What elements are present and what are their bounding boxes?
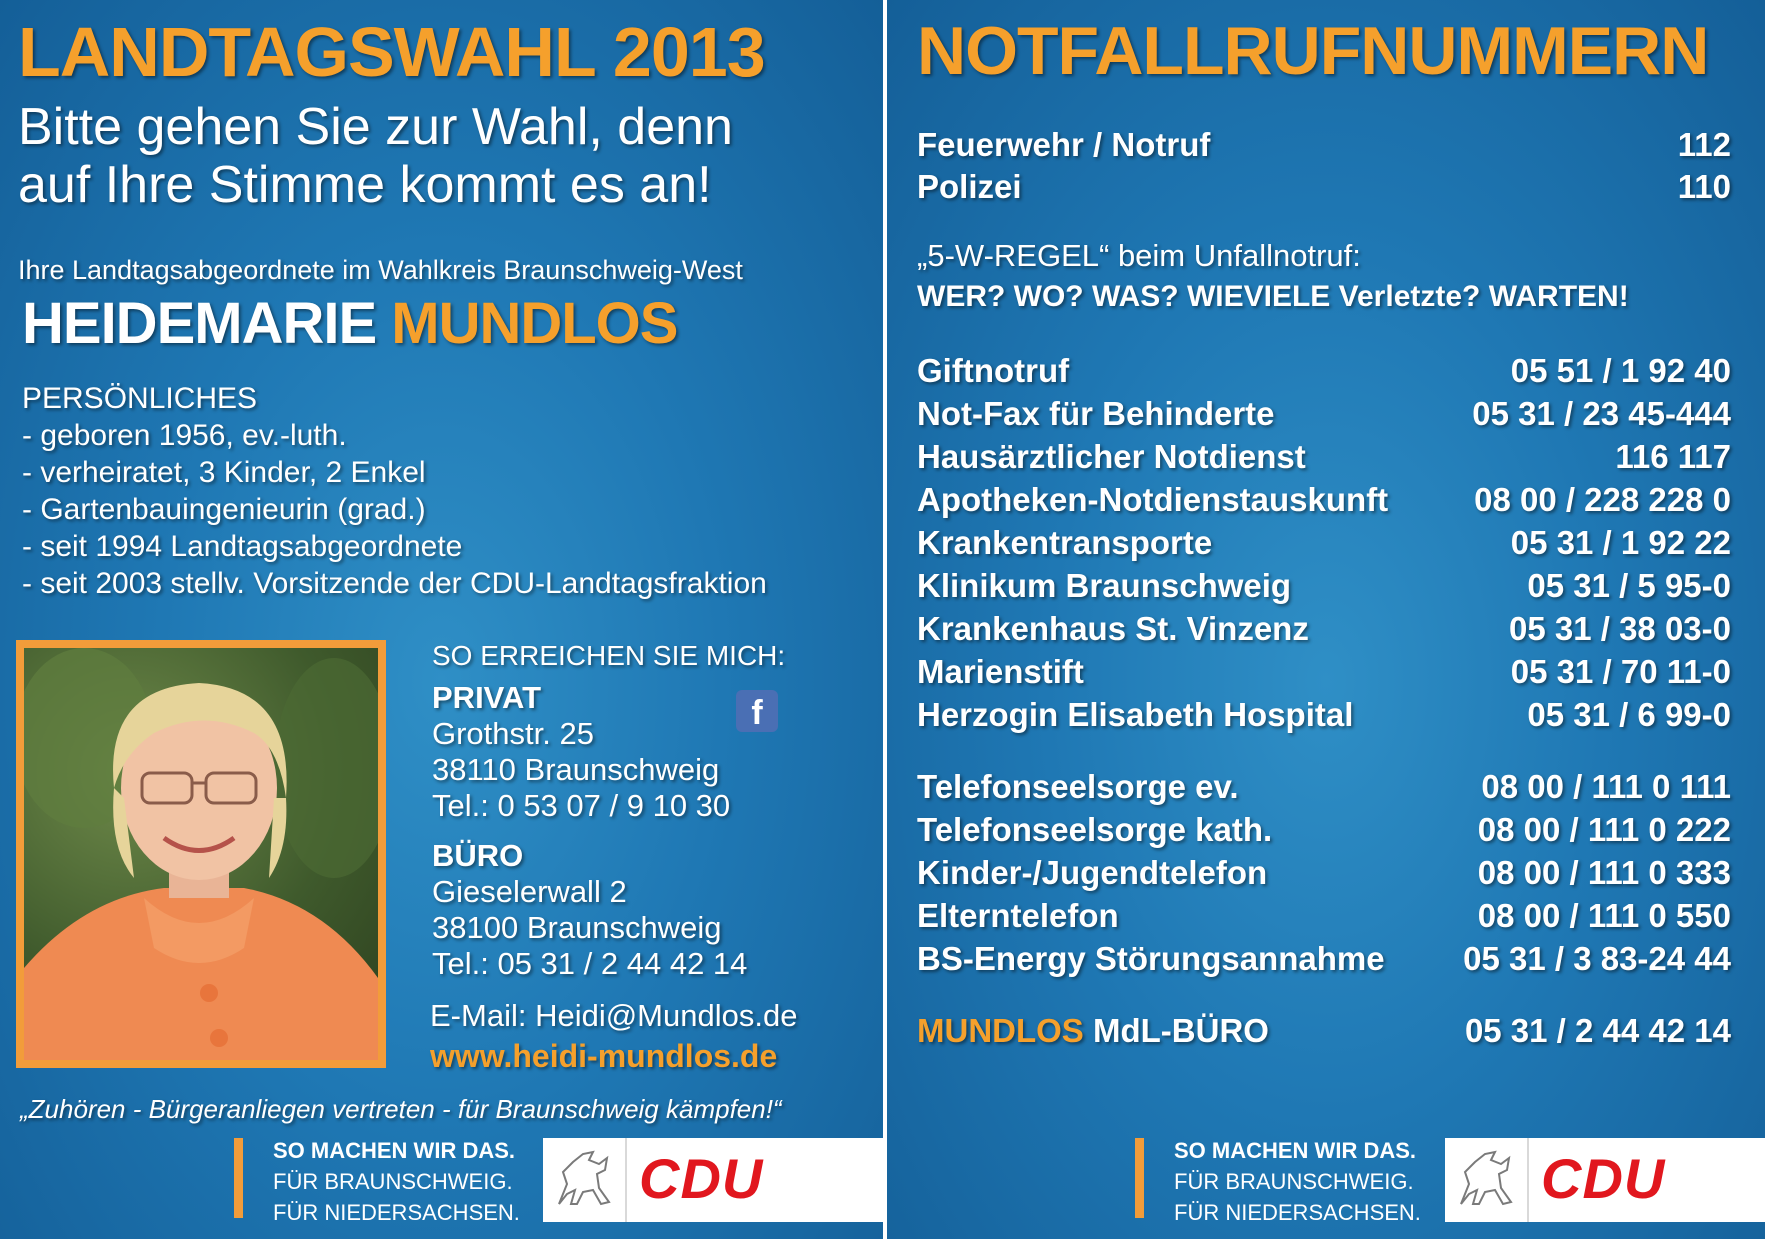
number-label: Marienstift	[917, 653, 1084, 690]
candidate-first-name: HEIDEMARIE	[22, 291, 377, 356]
portrait-frame	[16, 640, 386, 1068]
personal-heading: PERSÖNLICHES	[22, 382, 258, 415]
number-label: Apotheken-Notdienstauskunft	[917, 481, 1389, 518]
number-value[interactable]: 08 00 / 111 0 333	[1477, 854, 1731, 891]
logo-divider	[1527, 1138, 1529, 1222]
personal-item: - verheiratet, 3 Kinder, 2 Enkel	[22, 456, 426, 489]
private-city: 38110 Braunschweig	[432, 752, 720, 787]
number-label: Elterntelefon	[917, 897, 1119, 934]
number-row	[917, 438, 1731, 476]
office-suffix: MdL-BÜRO	[1093, 1012, 1269, 1049]
number-row	[917, 940, 1731, 978]
five-w-questions: WER? WO? WAS? WIEVIELE Verletzte? WARTEN!	[917, 280, 1629, 313]
candidate-intro: Ihre Landtagsabgeordnete im Wahlkreis Braunschweig-West	[18, 255, 743, 285]
personal-item: - geboren 1956, ev.-luth.	[22, 419, 347, 452]
private-contact	[432, 680, 730, 824]
number-row	[917, 768, 1731, 806]
personal-item: - seit 2003 stellv. Vorsitzende der CDU-Landtagsfraktion	[22, 567, 767, 600]
cdu-logo-box	[1445, 1138, 1765, 1222]
slogan-line-1: SO MACHEN WIR DAS.	[273, 1138, 515, 1163]
number-label: Klinikum Braunschweig	[917, 567, 1292, 604]
candidate-portrait	[24, 648, 378, 1060]
number-row	[917, 524, 1731, 562]
number-label: Kinder-/Jugendtelefon	[917, 854, 1268, 891]
number-value[interactable]: 08 00 / 111 0 550	[1477, 897, 1731, 934]
number-row	[917, 610, 1731, 648]
number-value[interactable]: 05 31 / 70 11-0	[1510, 653, 1731, 690]
office-phone: Tel.: 05 31 / 2 44 42 14	[432, 946, 748, 981]
number-value[interactable]: 08 00 / 228 228 0	[1474, 481, 1731, 518]
office-number-row	[917, 1012, 1731, 1050]
number-label: Hausärztlicher Notdienst	[917, 438, 1306, 475]
number-row	[917, 168, 1731, 206]
campaign-quote: „Zuhören - Bürgeranliegen vertreten - für Braunschweig kämpfen!“	[20, 1094, 782, 1124]
number-label: Krankentransporte	[917, 524, 1213, 561]
facebook-icon[interactable]: f	[736, 690, 778, 732]
contact-heading: SO ERREICHEN SIE MICH:	[432, 640, 786, 671]
number-label: Not-Fax für Behinderte	[917, 395, 1275, 432]
slogan-bar	[234, 1138, 243, 1218]
number-value[interactable]: 116 117	[1615, 438, 1731, 475]
number-label: Telefonseelsorge ev.	[917, 768, 1239, 805]
cdu-logo: CDU	[1541, 1147, 1666, 1210]
office-label	[917, 1012, 1269, 1050]
number-label: Giftnotruf	[917, 352, 1070, 389]
number-value[interactable]: 05 51 / 1 92 40	[1510, 352, 1731, 389]
slogan-line-3: FÜR NIEDERSACHSEN.	[273, 1200, 520, 1225]
number-value[interactable]: 05 31 / 38 03-0	[1508, 610, 1731, 647]
email-address[interactable]: E-Mail: Heidi@Mundlos.de	[430, 998, 798, 1033]
number-value[interactable]: 112	[1677, 126, 1731, 163]
number-label: Krankenhaus St. Vinzenz	[917, 610, 1309, 647]
number-value[interactable]: 05 31 / 1 92 22	[1510, 524, 1731, 561]
number-value[interactable]: 08 00 / 111 0 222	[1477, 811, 1731, 848]
number-label: Polizei	[917, 168, 1022, 205]
office-street: Gieselerwall 2	[432, 874, 627, 909]
slogan-line-1: SO MACHEN WIR DAS.	[1174, 1138, 1416, 1163]
cdu-logo-box	[543, 1138, 883, 1222]
number-row	[917, 567, 1731, 605]
number-row	[917, 352, 1731, 390]
number-label: Feuerwehr / Notruf	[917, 126, 1211, 163]
saxon-horse-icon	[549, 1144, 621, 1216]
number-label: BS-Energy Störungsannahme	[917, 940, 1385, 977]
subtitle-line-2: auf Ihre Stimme kommt es an!	[18, 156, 712, 214]
number-row	[917, 696, 1731, 734]
number-row	[917, 126, 1731, 164]
five-w-rule: „5-W-REGEL“ beim Unfallnotruf:	[917, 238, 1361, 273]
slogan-line-2: FÜR BRAUNSCHWEIG.	[1174, 1169, 1414, 1194]
number-row	[917, 653, 1731, 691]
number-row	[917, 854, 1731, 892]
number-value[interactable]: 08 00 / 111 0 111	[1481, 768, 1731, 805]
number-row	[917, 481, 1731, 519]
number-value[interactable]: 05 31 / 3 83-24 44	[1463, 940, 1731, 977]
private-street: Grothstr. 25	[432, 716, 594, 751]
election-title: LANDTAGSWAHL 2013	[18, 13, 765, 91]
subtitle-line-1: Bitte gehen Sie zur Wahl, denn	[18, 98, 733, 156]
portrait-illustration	[24, 648, 378, 1060]
personal-section	[22, 380, 767, 602]
election-subtitle	[18, 98, 733, 214]
number-value[interactable]: 05 31 / 23 45-444	[1472, 395, 1731, 432]
slogan-bar	[1135, 1138, 1144, 1218]
number-label: Telefonseelsorge kath.	[917, 811, 1273, 848]
personal-item: - Gartenbauingenieurin (grad.)	[22, 493, 426, 526]
right-panel	[887, 0, 1765, 1239]
office-number[interactable]: 05 31 / 2 44 42 14	[1464, 1012, 1731, 1049]
number-value[interactable]: 05 31 / 5 95-0	[1527, 567, 1731, 604]
office-name: MUNDLOS	[917, 1012, 1084, 1049]
slogan	[1174, 1135, 1421, 1228]
office-label: BÜRO	[432, 838, 524, 873]
number-row	[917, 395, 1731, 433]
office-contact	[432, 838, 747, 982]
logo-divider	[625, 1138, 627, 1222]
slogan-line-2: FÜR BRAUNSCHWEIG.	[273, 1169, 513, 1194]
website-link[interactable]: www.heidi-mundlos.de	[430, 1038, 778, 1074]
number-row	[917, 897, 1731, 935]
saxon-horse-icon	[1451, 1144, 1523, 1216]
candidate-name	[22, 290, 677, 357]
number-label: Herzogin Elisabeth Hospital	[917, 696, 1354, 733]
number-value[interactable]: 110	[1677, 168, 1731, 205]
private-phone: Tel.: 0 53 07 / 9 10 30	[432, 788, 731, 823]
number-value[interactable]: 05 31 / 6 99-0	[1527, 696, 1731, 733]
emergency-title: NOTFALLRUFNUMMERN	[917, 13, 1709, 89]
slogan	[273, 1135, 520, 1228]
personal-item: - seit 1994 Landtagsabgeordnete	[22, 530, 463, 563]
private-label: PRIVAT	[432, 680, 542, 715]
number-row	[917, 811, 1731, 849]
cdu-logo: CDU	[639, 1147, 764, 1210]
slogan-line-3: FÜR NIEDERSACHSEN.	[1174, 1200, 1421, 1225]
candidate-last-name: MUNDLOS	[391, 291, 678, 356]
office-city: 38100 Braunschweig	[432, 910, 722, 945]
